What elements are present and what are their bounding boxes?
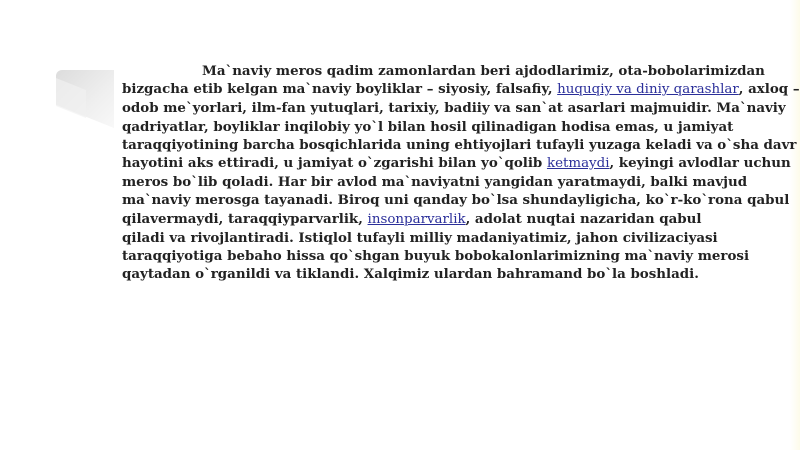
paragraph-line — [122, 229, 747, 247]
paragraph-line — [122, 80, 800, 99]
paragraph-line — [122, 247, 750, 265]
paragraph-line — [122, 99, 786, 117]
text-run: Ma`naviy meros qadim zamonlardan beri ajdodlarimiz, ota-bobolarimizdan — [202, 63, 765, 79]
paragraph-line — [122, 154, 791, 173]
paragraph-line — [122, 210, 747, 229]
text-run: ma`naviy merosga tayanadi. Biroq uni qanday bo`lsa shundayligicha, ko`r-ko`rona qabul — [122, 192, 790, 209]
text-run: qiladi va rivojlantiradi. Istiqlol tufayli milliy madaniyatimiz, jahon civilizaciyasi — [122, 229, 718, 246]
paragraph-line — [122, 118, 747, 136]
text-run: taraqqiyotiga bebaho hissa qo`shgan buyuk bobokalonlarimizning ma`naviy merosi — [122, 248, 750, 265]
text-run: , keyingi avlodlar uchun — [609, 155, 791, 172]
text-run: qilavermaydi, taraqqiyparvarlik, — [122, 210, 368, 227]
paragraph-line — [122, 191, 790, 209]
text-run: taraqqiyotining barcha bosqichlarida uning ehtiyojlari tufayli yuzaga keladi va o`sha davr — [122, 136, 797, 153]
text-run: , axloq – — [738, 81, 800, 98]
text-run: qadriyatlar, boyliklar inqilobiy yo`l bilan hosil qilinadigan hodisa emas, u jamiyat — [122, 118, 734, 135]
link-insonparvarlik[interactable]: insonparvarlik — [367, 211, 466, 227]
link-huquqiy-qarashlar[interactable]: huquqiy va diniy qarashlar — [557, 82, 739, 98]
decorative-right-edge — [790, 0, 800, 450]
text-run: qaytadan o`rganildi va tiklandi. Xalqimiz ulardan bahramand bo`la boshladi. — [122, 266, 699, 283]
paragraph-line — [122, 265, 747, 283]
paragraph-line — [122, 136, 797, 154]
body-paragraph — [122, 62, 800, 283]
text-run: bizgacha etib kelgan ma`naviy boyliklar – siyosiy, falsafiy, — [122, 81, 558, 98]
paragraph-line — [122, 62, 765, 80]
link-ketmaydi[interactable]: ketmaydi — [546, 156, 610, 172]
text-run: , adolat nuqtai nazaridan qabul — [465, 210, 702, 227]
text-run: odob me`yorlari, ilm-fan yutuqlari, tarixiy, badiiy va san`at asarlari majmuidir. Ma`naviy — [122, 100, 786, 117]
text-run: hayotini aks ettiradi, u jamiyat o`zgarishi bilan yo`qolib — [122, 155, 547, 172]
paragraph-line — [122, 173, 747, 191]
text-run: meros bo`lib qoladi. Har bir avlod ma`naviyatni yangidan yaratmaydi, balki mavjud — [122, 174, 748, 191]
